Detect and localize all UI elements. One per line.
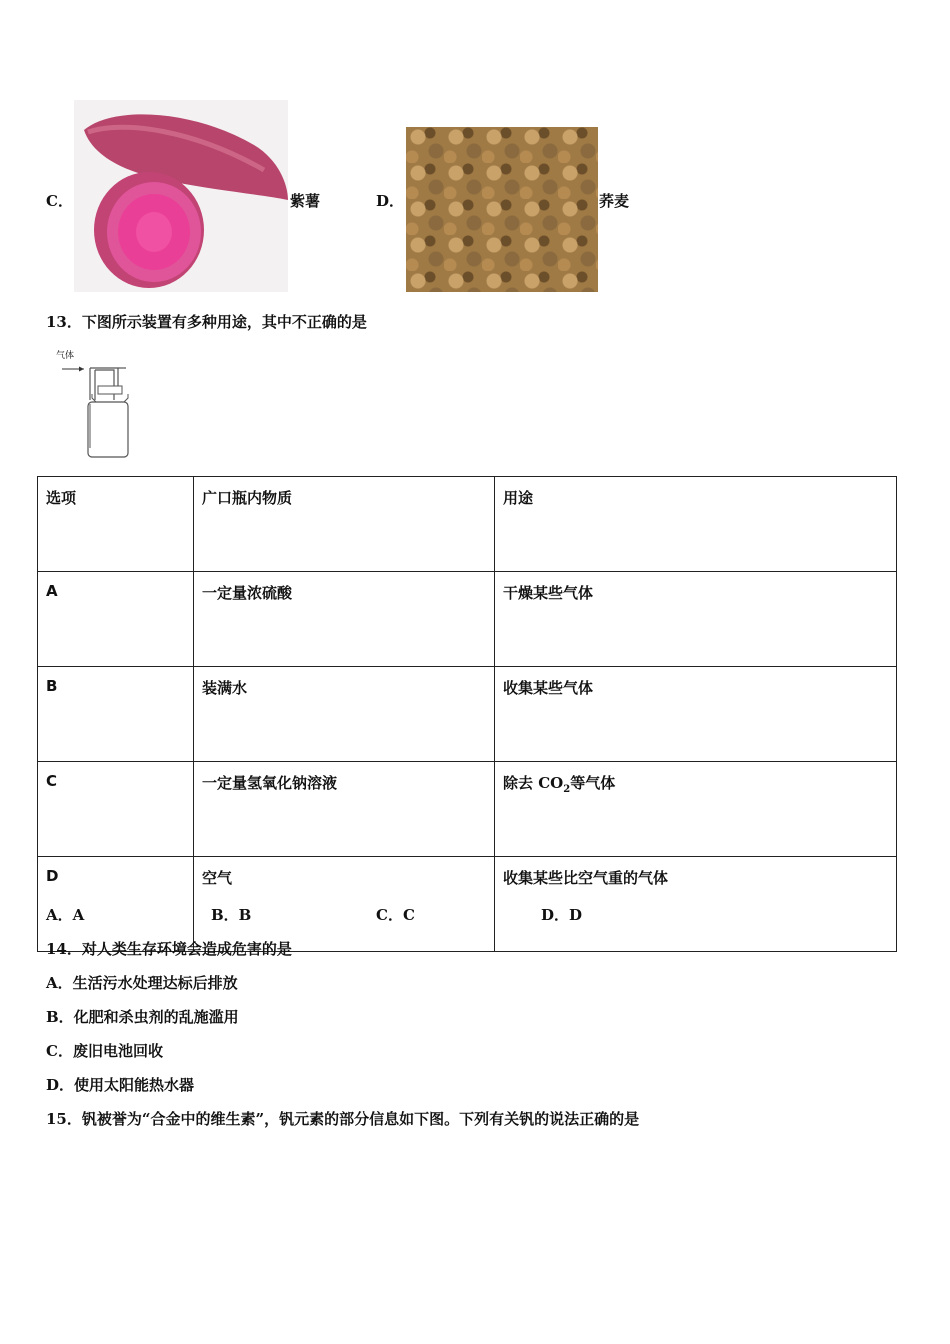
option-c-caption: 紫薯 — [290, 192, 321, 210]
co2-suffix: 等气体 — [570, 774, 616, 792]
q13-answer-a: A．A — [46, 906, 85, 924]
table-cell: 收集某些气体 — [495, 667, 897, 762]
purple-sweet-potato-image — [74, 100, 288, 292]
table-cell-co2 — [495, 762, 897, 857]
q13-stem: 13．下图所示装置有多种用途，其中不正确的是 — [46, 313, 367, 331]
option-c-label: C． — [46, 192, 73, 210]
table-cell: 收集某些比空气重的气体 — [495, 857, 897, 952]
table-row — [38, 667, 897, 762]
table-header-cell: 用途 — [495, 477, 897, 572]
buckwheat-image — [406, 127, 598, 292]
table-cell: D — [38, 857, 194, 952]
option-d-caption: 荞麦 — [599, 192, 630, 210]
q14-stem: 14．对人类生存环境会造成危害的是 — [46, 940, 292, 958]
co2-prefix: 除去 CO — [503, 774, 564, 792]
table-header-cell: 选项 — [38, 477, 194, 572]
q15-stem: 15．钒被誉为“合金中的维生素”，钒元素的部分信息如下图。下列有关钒的说法正确的是 — [46, 1110, 640, 1128]
table-cell: C — [38, 762, 194, 857]
table-cell: B — [38, 667, 194, 762]
option-d-label: D． — [376, 192, 405, 210]
q14-option-c: C．废旧电池回收 — [46, 1042, 163, 1060]
table-cell: A — [38, 572, 194, 667]
q13-answer-d: D．D — [541, 906, 583, 924]
table-cell: 空气 — [194, 857, 495, 952]
table-cell: 装满水 — [194, 667, 495, 762]
table-row — [38, 762, 897, 857]
table-header-row — [38, 477, 897, 572]
co2-subscript: 2 — [563, 784, 571, 795]
q14-option-a: A．生活污水处理达标后排放 — [46, 974, 238, 992]
table-cell: 干燥某些气体 — [495, 572, 897, 667]
q14-option-b: B．化肥和杀虫剂的乱施滥用 — [46, 1008, 239, 1026]
gas-washing-bottle-diagram — [54, 348, 134, 460]
table-cell: 一定量浓硫酸 — [194, 572, 495, 667]
table-header-cell: 广口瓶内物质 — [194, 477, 495, 572]
q13-answer-c: C．C — [376, 906, 415, 924]
q13-answer-b: B．B — [211, 906, 252, 924]
table-row — [38, 572, 897, 667]
table-cell: 一定量氢氧化钠溶液 — [194, 762, 495, 857]
diagram-gas-label: 气体 — [56, 351, 75, 361]
q13-options-table — [37, 476, 897, 952]
q14-option-d: D．使用太阳能热水器 — [46, 1076, 195, 1094]
